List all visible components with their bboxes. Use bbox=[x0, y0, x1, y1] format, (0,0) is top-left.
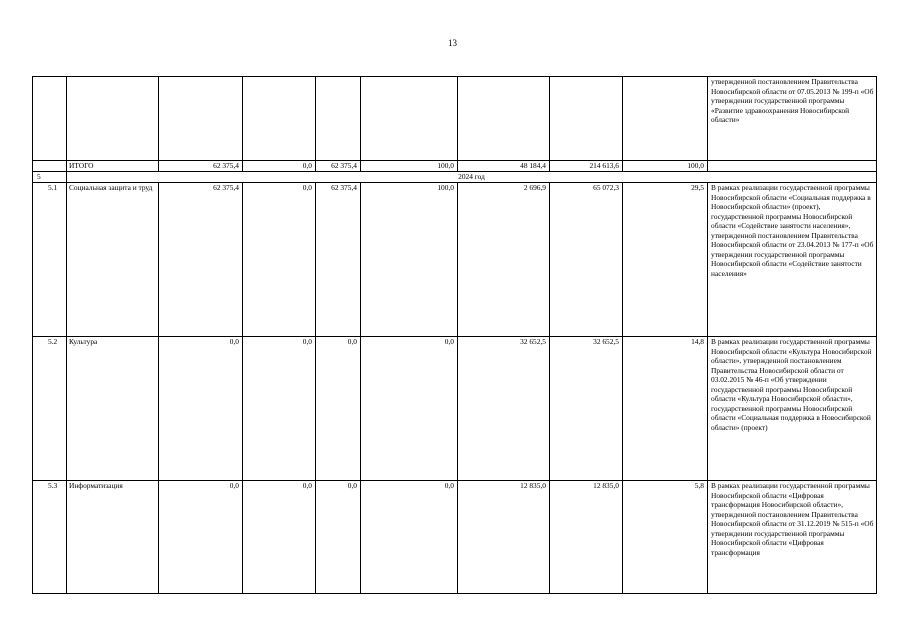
cell-c2: 0,0 bbox=[243, 481, 316, 594]
cell-c2: 0,0 bbox=[243, 337, 316, 481]
cell-c7 bbox=[623, 77, 708, 161]
cell-num bbox=[33, 77, 67, 161]
cell-description: В рамках реализации государственной программы Новосибирской области «Культура Новосибирской области», утвержденной постановлением Правительства Новосибирской области от 03.02.2015 № 46-п «Об утверждении государственной программы Новосибирской области «Культура Новосибирской области», государственной программы Новосибирской области «Социальная поддержка в Новосибирской области» (проект) bbox=[708, 337, 877, 481]
table-row bbox=[33, 183, 877, 337]
cell-c3: 62 375,4 bbox=[316, 183, 361, 337]
cell-total-label: ИТОГО bbox=[67, 161, 159, 172]
cell-c7: 5,8 bbox=[623, 481, 708, 594]
cell-c4: 0,0 bbox=[361, 481, 458, 594]
cell-c3: 62 375,4 bbox=[316, 161, 361, 172]
cell-num: 5.1 bbox=[33, 183, 67, 337]
cell-section-number: 5 bbox=[33, 172, 67, 183]
cell-c1: 0,0 bbox=[159, 337, 243, 481]
cell-c5: 2 696,9 bbox=[458, 183, 550, 337]
cell-c2 bbox=[243, 77, 316, 161]
cell-name: Информатизация bbox=[67, 481, 159, 594]
cell-num: 5.3 bbox=[33, 481, 67, 594]
cell-c3 bbox=[316, 77, 361, 161]
table-row-section bbox=[33, 172, 877, 183]
table-row bbox=[33, 481, 877, 594]
cell-name: Культура bbox=[67, 337, 159, 481]
cell-c7: 14,8 bbox=[623, 337, 708, 481]
cell-c6: 32 652,5 bbox=[550, 337, 623, 481]
cell-c2: 0,0 bbox=[243, 183, 316, 337]
cell-c4: 100,0 bbox=[361, 161, 458, 172]
cell-description bbox=[708, 161, 877, 172]
cell-c4: 0,0 bbox=[361, 337, 458, 481]
cell-c1: 62 375,4 bbox=[159, 183, 243, 337]
cell-description: В рамках реализации государственной программы Новосибирской области «Социальная поддержка в Новосибирской области» (проект), государственной программы Новосибирской области «Содействие занятости населения», утвержденной постановлением Правительства Новосибирской области от 23.04.2013 № 177-п «Об утверждении государственной программы Новосибирской области «Содействие занятости населения» bbox=[708, 183, 877, 337]
cell-c4: 100,0 bbox=[361, 183, 458, 337]
cell-c6: 12 835,0 bbox=[550, 481, 623, 594]
cell-num: 5.2 bbox=[33, 337, 67, 481]
cell-c6: 214 613,6 bbox=[550, 161, 623, 172]
cell-c4 bbox=[361, 77, 458, 161]
cell-c5: 12 835,0 bbox=[458, 481, 550, 594]
cell-name bbox=[67, 77, 159, 161]
table-row-continuation bbox=[33, 77, 877, 161]
cell-section-title: 2024 год bbox=[67, 172, 877, 183]
cell-c6 bbox=[550, 77, 623, 161]
cell-c1 bbox=[159, 77, 243, 161]
page-number: 13 bbox=[448, 38, 457, 48]
budget-table bbox=[32, 76, 877, 594]
cell-c1: 0,0 bbox=[159, 481, 243, 594]
cell-description: В рамках реализации государственной программы Новосибирской области «Цифровая трансформация Новосибирской области», утвержденной постановлением Правительства Новосибирской области от 31.12.2019 № 515-п «Об утверждении государственной программы Новосибирской области «Цифровая трансформация bbox=[708, 481, 877, 594]
table-row-total bbox=[33, 161, 877, 172]
cell-c6: 65 072,3 bbox=[550, 183, 623, 337]
cell-c5: 32 652,5 bbox=[458, 337, 550, 481]
cell-description: утвержденной постановлением Правительства Новосибирской области от 07.05.2013 № 199-п «Об утверждении государственной программы «Развитие здравоохранения Новосибирской области» bbox=[708, 77, 877, 161]
cell-c3: 0,0 bbox=[316, 481, 361, 594]
cell-c5 bbox=[458, 77, 550, 161]
cell-c5: 48 184,4 bbox=[458, 161, 550, 172]
cell-num bbox=[33, 161, 67, 172]
cell-c3: 0,0 bbox=[316, 337, 361, 481]
cell-c7: 29,5 bbox=[623, 183, 708, 337]
cell-c7: 100,0 bbox=[623, 161, 708, 172]
cell-c1: 62 375,4 bbox=[159, 161, 243, 172]
cell-c2: 0,0 bbox=[243, 161, 316, 172]
table-row bbox=[33, 337, 877, 481]
cell-name: Социальная защита и труд bbox=[67, 183, 159, 337]
